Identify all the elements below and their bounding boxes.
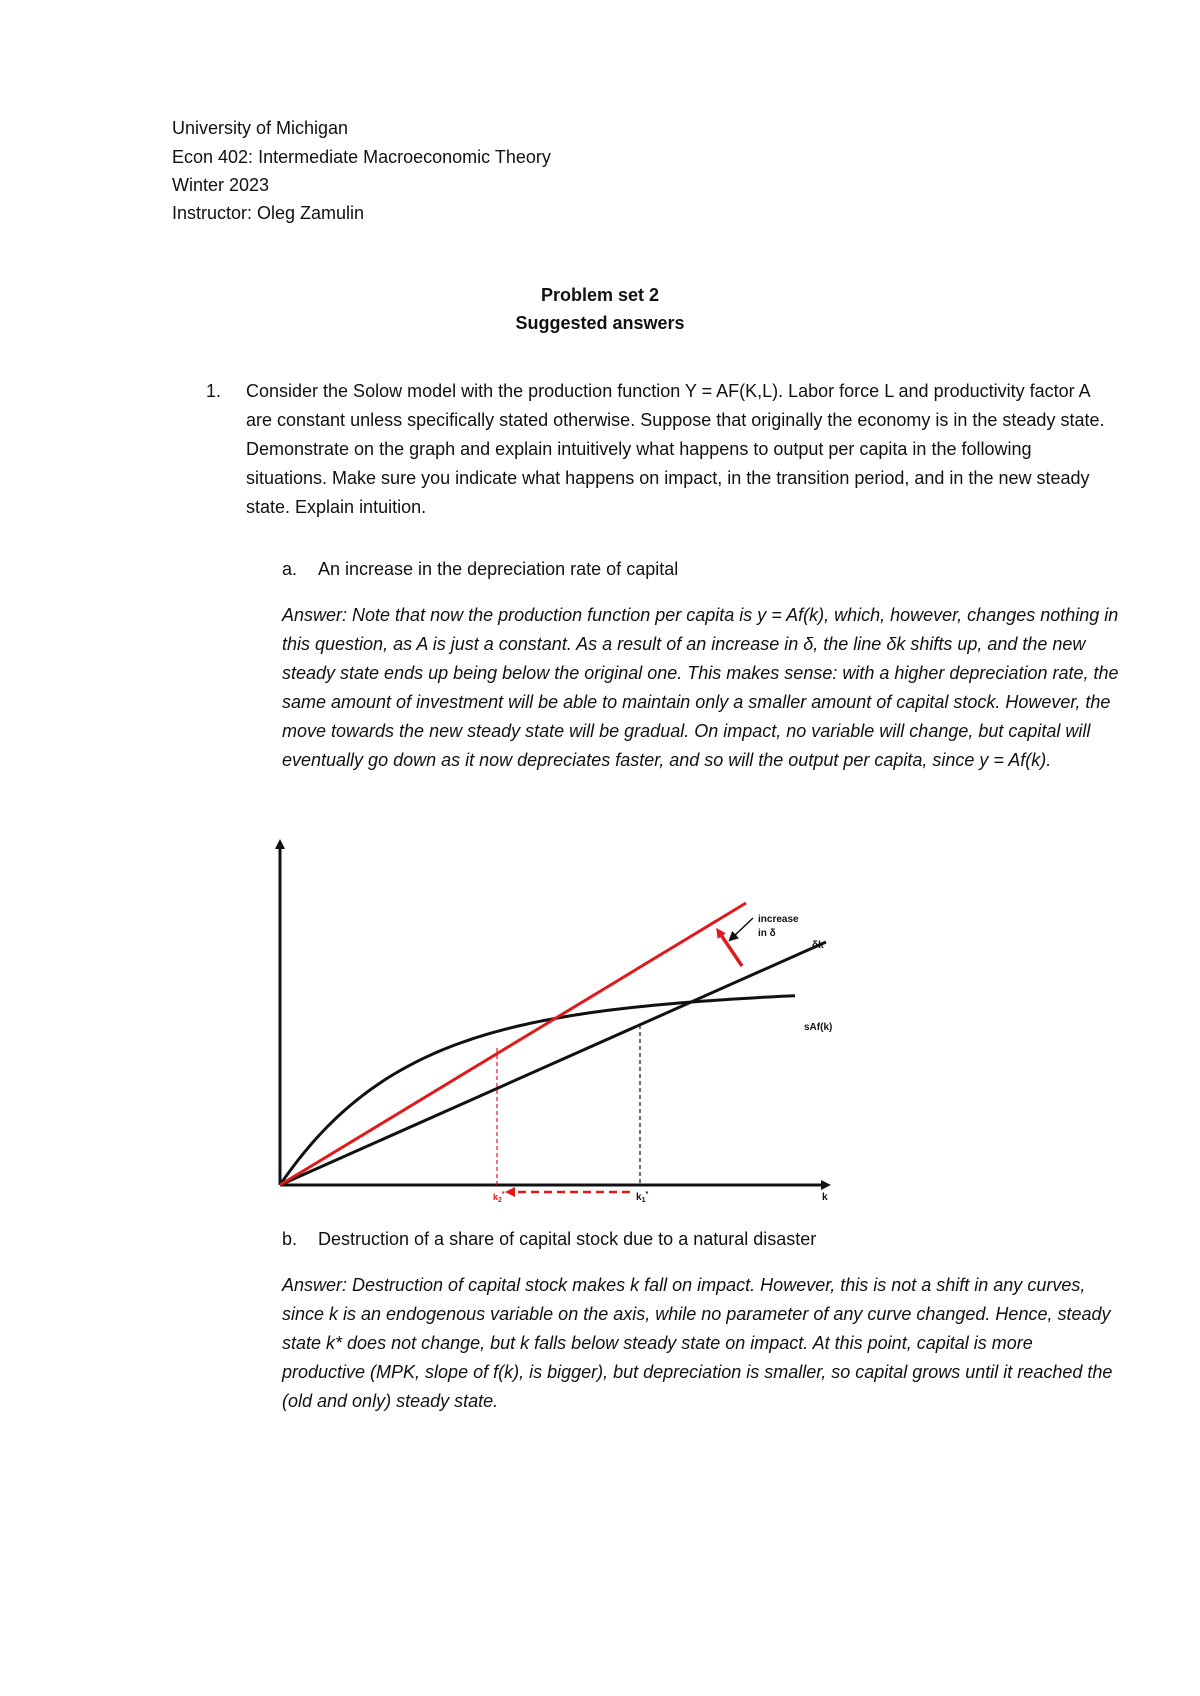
- page-title: Problem set 2: [540, 285, 660, 305]
- question-text: Consider the Solow model with the production function Y = AF(K,L). Labor force L and productivity factor A are constant unless specifically stated otherwise. Suppose that originally the economy is in the steady state. Demonstrate on the graph and explain intuitively what happens to output per capita in the following situations. Make sure you indicate what happens on impact, in the transition period, and in the new steady state. Explain intuition.: [246, 381, 1105, 517]
- part-b-heading: Destruction of a share of capital stock due to a natural disaster: [318, 1229, 817, 1249]
- part-a-heading: An increase in the depreciation rate of capital: [318, 559, 679, 579]
- label-k2: $k_2^*$: [493, 1191, 505, 1204]
- label-k1: $k_1^*$: [636, 1191, 649, 1204]
- university-name: University of Michigan: [172, 118, 349, 138]
- depreciation-line-old: [280, 942, 826, 1185]
- label-k-axis: k: [822, 1192, 828, 1203]
- instructor: Instructor: Oleg Zamulin: [172, 203, 365, 223]
- annotation-delta: in δ: [758, 928, 776, 939]
- label-saving-curve: sAf(k): [804, 1022, 833, 1033]
- part-a-answer: Answer: Note that now the production function per capita is y = Af(k), which, however, changes nothing in this question, as A is just a constant. As a result of an increase in δ, the line δk shifts up, and the new steady state ends up being below the original one. This makes sense: with a higher depreciation rate, the same amount of investment will be able to maintain only a smaller amount of capital stock. However, the move towards the new steady state will be gradual. On impact, no variable will change, but capital will eventually go down as it now depreciates faster, and so will the output per capita, since y = Af(k).: [282, 605, 1119, 770]
- course-title: Econ 402: Intermediate Macroeconomic Theory: [172, 147, 551, 167]
- part-a-marker: a.: [282, 559, 298, 579]
- annotation-pointer: [732, 918, 753, 938]
- part-b-answer: Answer: Destruction of capital stock makes k fall on impact. However, this is not a shift in any curves, since k is an endogenous variable on the axis, while no parameter of any curve changed. Hence, steady state k* does not change, but k falls below steady state on impact. At this point, capital is more productive (MPK, slope of f(k), is bigger), but depreciation is smaller, so capital grows until it reached the (old and only) steady state.: [282, 1275, 1113, 1411]
- question-number: 1.: [206, 381, 222, 401]
- part-b-marker: b.: [282, 1229, 298, 1249]
- shift-arrow: [719, 932, 742, 966]
- saving-curve: [280, 996, 795, 1185]
- term: Winter 2023: [172, 175, 270, 195]
- depreciation-line-new: [280, 903, 746, 1185]
- annotation-increase: increase: [758, 914, 799, 925]
- page-subtitle: Suggested answers: [515, 313, 685, 333]
- label-depreciation: δk: [812, 940, 824, 951]
